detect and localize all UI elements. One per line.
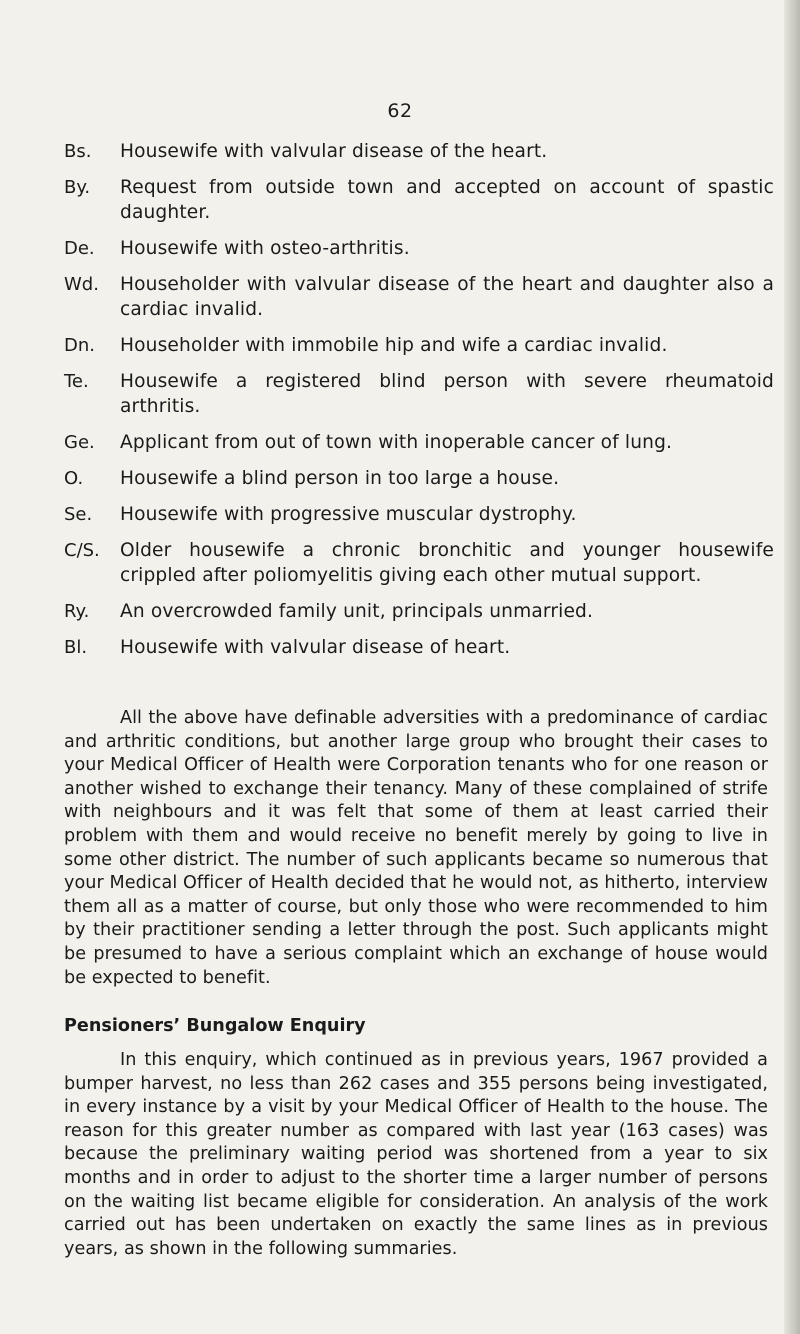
page-edge-shadow: [784, 0, 800, 1334]
case-description: Housewife a registered blind person with severe rheumatoid arthritis.: [120, 371, 774, 417]
case-description: Householder with immobile hip and wife a cardiac invalid.: [120, 335, 668, 356]
case-entry: [64, 139, 774, 164]
case-code: Te.: [64, 371, 89, 392]
section-paragraph: In this enquiry, which continued as in previous years, 1967 provided a bumper harvest, no less than 262 cases and 355 persons being investigated, in every instance by a visit by your Medical Officer of Health to the house. The reason for this greater number as compared with last year (163 cases) was because the preliminary waiting period was shortened from a year to six months and in order to adjust to the shorter time a larger number of persons on the waiting list became eligible for consideration. An analysis of the work carried out has been undertaken on exactly the same lines as in previous years, as shown in the following summaries.: [64, 1050, 768, 1259]
case-entry: [64, 236, 774, 261]
case-entry: [64, 538, 774, 588]
case-code: Wd.: [64, 274, 99, 295]
case-description: Housewife with valvular disease of heart.: [120, 637, 511, 658]
case-description: Older housewife a chronic bronchitic and younger housewife crippled after poliomyelitis giving each other mutual support.: [120, 540, 774, 586]
case-code: Dn.: [64, 335, 95, 356]
case-code: By.: [64, 177, 91, 198]
case-entry: [64, 635, 774, 660]
case-entry: [64, 466, 774, 491]
case-description: Housewife with valvular disease of the heart.: [120, 141, 548, 162]
case-entry: [64, 599, 774, 624]
case-description: Householder with valvular disease of the heart and daughter also a cardiac invalid.: [120, 274, 774, 320]
case-description: Housewife with osteo-arthritis.: [120, 238, 410, 259]
case-description: Housewife a blind person in too large a house.: [120, 468, 560, 489]
case-description: An overcrowded family unit, principals unmarried.: [120, 601, 594, 622]
case-description: Request from outside town and accepted on account of spastic daughter.: [120, 177, 774, 223]
case-entry: [64, 175, 774, 225]
summary-paragraph: All the above have definable adversities with a predominance of cardiac and arthritic conditions, but another large group who brought their cases to your Medical Officer of Health were Corporation tenants who for one reason or another wished to exchange their tenancy. Many of these complained of strife with neighbours and it was felt that some of them at least carried their problem with them and would receive no benefit merely by going to live in some other district. The number of such applicants became so numerous that your Medical Officer of Health decided that he would not, as hitherto, interview them all as a matter of course, but only those who were recommended to him by their practitioner sending a letter through the post. Such applicants might be presumed to have a serious complaint which an exchange of house would be expected to benefit.: [64, 708, 768, 988]
case-code: Ge.: [64, 432, 95, 453]
case-code: Bs.: [64, 141, 92, 162]
case-description: Housewife with progressive muscular dystrophy.: [120, 504, 577, 525]
case-code: O.: [64, 468, 84, 489]
case-entry: [64, 333, 774, 358]
page-number: 62: [387, 100, 413, 122]
case-entry: [64, 369, 774, 419]
section-heading: Pensioners’ Bungalow Enquiry: [64, 1016, 366, 1036]
case-code: C/S.: [64, 540, 100, 561]
case-list: [64, 139, 774, 671]
case-code: Se.: [64, 504, 93, 525]
case-description: Applicant from out of town with inoperable cancer of lung.: [120, 432, 673, 453]
case-entry: [64, 502, 774, 527]
case-code: Ry.: [64, 601, 90, 622]
case-code: Bl.: [64, 637, 88, 658]
case-code: De.: [64, 238, 95, 259]
case-entry: [64, 430, 774, 455]
case-entry: [64, 272, 774, 322]
